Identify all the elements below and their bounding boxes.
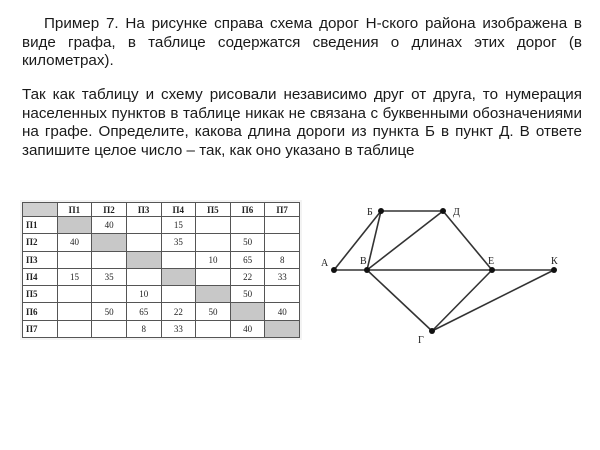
table-cell: 50 <box>230 286 265 303</box>
graph-node-b <box>378 208 384 214</box>
column-header: П5 <box>196 203 231 217</box>
table-cell <box>230 217 265 234</box>
table-cell <box>161 251 196 268</box>
table-cell: 40 <box>57 234 92 251</box>
table-header-row <box>23 203 300 217</box>
graph-edge-e-g <box>432 270 492 331</box>
column-header: П7 <box>265 203 300 217</box>
graph-edge-v-g <box>367 270 432 331</box>
table-cell <box>265 234 300 251</box>
task-paragraph-1: Пример 7. На рисунке справа схема дорог Н-ского района изображена в виде графа, в таблице содержатся сведения о длинах этих дорог (в километрах). <box>22 15 582 70</box>
table-cell <box>126 234 161 251</box>
graph-node-e <box>489 267 495 273</box>
table-cell <box>196 320 231 337</box>
graph-node-label: А <box>321 258 329 269</box>
table-cell <box>57 251 92 268</box>
distance-table <box>22 202 300 338</box>
table-cell: 8 <box>126 320 161 337</box>
graph-node-label: Г <box>418 335 424 345</box>
table-cell: 40 <box>92 217 127 234</box>
table-row <box>23 303 300 320</box>
row-header: П3 <box>23 251 58 268</box>
table-row <box>23 217 300 234</box>
table-cell: 8 <box>265 251 300 268</box>
column-header: П2 <box>92 203 127 217</box>
column-header: П6 <box>230 203 265 217</box>
table-cell <box>126 268 161 285</box>
table-row <box>23 234 300 251</box>
row-header: П1 <box>23 217 58 234</box>
column-header: П3 <box>126 203 161 217</box>
row-header: П4 <box>23 268 58 285</box>
table-cell <box>92 251 127 268</box>
table-cell <box>92 320 127 337</box>
table-diagonal-cell <box>161 268 196 285</box>
table-cell: 40 <box>230 320 265 337</box>
row-header: П5 <box>23 286 58 303</box>
table-row <box>23 268 300 285</box>
table-cell: 33 <box>265 268 300 285</box>
graph-node-k <box>551 267 557 273</box>
road-graph <box>314 200 570 345</box>
table-diagonal-cell <box>92 234 127 251</box>
graph-edge-d-e <box>443 211 495 270</box>
table-cell <box>196 217 231 234</box>
table-cell: 35 <box>161 234 196 251</box>
table-cell: 10 <box>196 251 231 268</box>
graph-node-label: Е <box>488 256 495 267</box>
graph-node-v <box>364 267 370 273</box>
column-header: П1 <box>57 203 92 217</box>
graph-edge-g-k <box>432 270 554 331</box>
table-cell: 65 <box>126 303 161 320</box>
table-cell: 15 <box>161 217 196 234</box>
table-row <box>23 320 300 337</box>
table-cell: 50 <box>196 303 231 320</box>
table-row <box>23 286 300 303</box>
table-diagonal-cell <box>196 286 231 303</box>
table-cell: 35 <box>92 268 127 285</box>
table-cell: 50 <box>230 234 265 251</box>
table-diagonal-cell <box>57 217 92 234</box>
table-cell: 10 <box>126 286 161 303</box>
table-cell <box>196 268 231 285</box>
table-row <box>23 251 300 268</box>
table-cell <box>57 303 92 320</box>
table-cell <box>265 217 300 234</box>
graph-node-label: Д <box>453 207 460 218</box>
table-cell: 22 <box>230 268 265 285</box>
table-cell <box>92 286 127 303</box>
table-cell: 15 <box>57 268 92 285</box>
graph-node-a <box>331 267 337 273</box>
distance-table-container <box>20 200 302 340</box>
graph-node-label: К <box>551 256 558 267</box>
table-diagonal-cell <box>265 320 300 337</box>
table-diagonal-cell <box>126 251 161 268</box>
table-cell: 22 <box>161 303 196 320</box>
table-cell <box>161 286 196 303</box>
table-diagonal-cell <box>230 303 265 320</box>
graph-node-d <box>440 208 446 214</box>
table-cell <box>57 320 92 337</box>
row-header: П2 <box>23 234 58 251</box>
graph-nodes <box>331 208 557 334</box>
graph-node-g <box>429 328 435 334</box>
table-cell <box>126 217 161 234</box>
table-cell <box>57 286 92 303</box>
table-corner-cell <box>23 203 58 217</box>
task-paragraph-2: Так как таблицу и схему рисовали независимо друг от друга, то нумерация населенных пунктов в таблице никак не связана с буквенными обозначениями на графе. Определите, какова длина дороги из пункта Б в пункт Д. В ответе запишите целое число – так, как оно указано в таблице <box>22 86 582 159</box>
table-cell: 40 <box>265 303 300 320</box>
table-cell <box>196 234 231 251</box>
graph-node-label: Б <box>367 207 373 218</box>
column-header: П4 <box>161 203 196 217</box>
row-header: П6 <box>23 303 58 320</box>
row-header: П7 <box>23 320 58 337</box>
table-cell: 33 <box>161 320 196 337</box>
table-cell <box>265 286 300 303</box>
graph-node-label: В <box>360 256 367 267</box>
table-cell: 65 <box>230 251 265 268</box>
table-cell: 50 <box>92 303 127 320</box>
